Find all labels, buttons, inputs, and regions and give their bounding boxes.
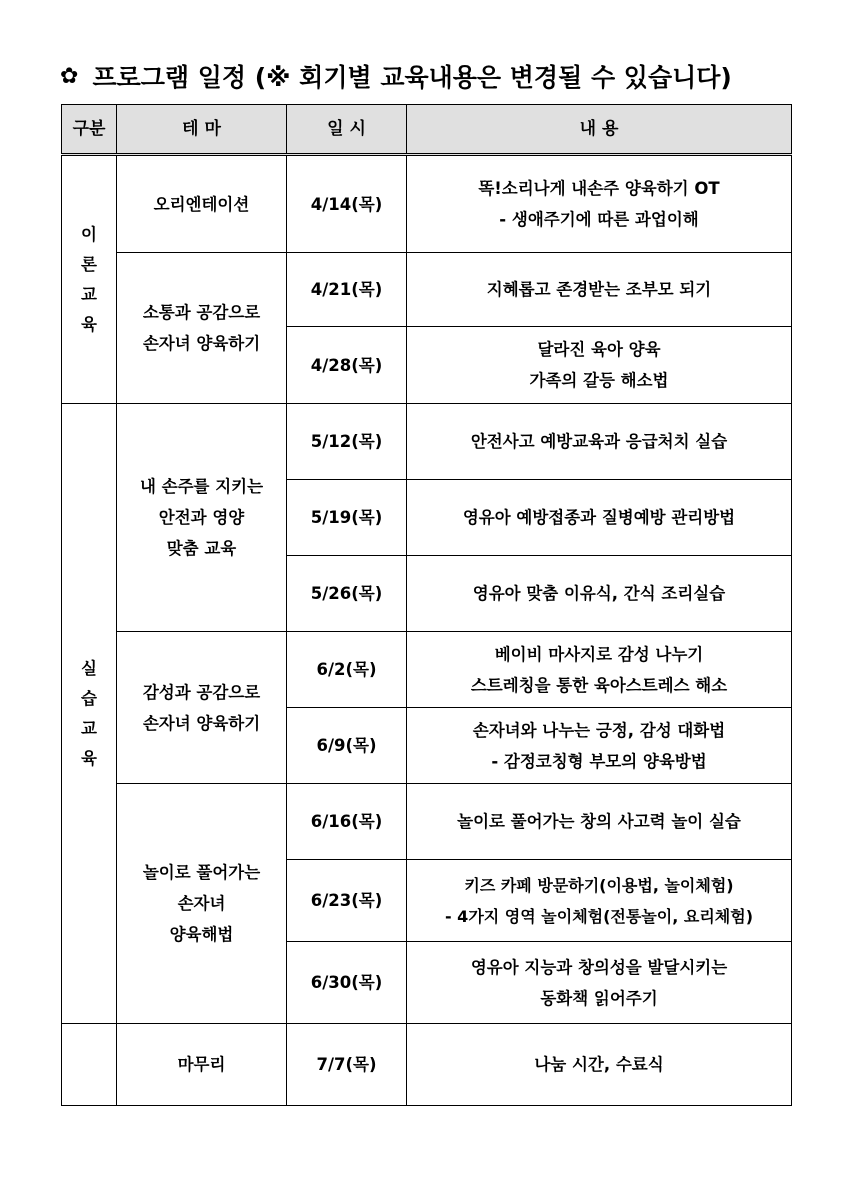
flower-icon: ✿ — [60, 63, 79, 89]
session-content: 똑!소리나게 내손주 양육하기 OT - 생애주기에 따른 과업이해 — [407, 155, 792, 253]
table-row — [62, 253, 792, 327]
session-date: 6/9(목) — [287, 708, 407, 784]
session-date: 6/2(목) — [287, 632, 407, 708]
table-header-row — [62, 105, 792, 155]
group-practice: 실 습 교 육 — [62, 404, 117, 1024]
session-date: 4/14(목) — [287, 155, 407, 253]
session-content: 손자녀와 나누는 긍정, 감성 대화법 - 감정코칭형 부모의 양육방법 — [407, 708, 792, 784]
group-empty — [62, 1024, 117, 1106]
group-theory: 이 론 교 육 — [62, 155, 117, 404]
theme-orientation: 오리엔테이션 — [117, 155, 287, 253]
header-date: 일 시 — [287, 105, 407, 155]
session-content: 영유아 지능과 창의성을 발달시키는 동화책 읽어주기 — [407, 942, 792, 1024]
theme-closing: 마무리 — [117, 1024, 287, 1106]
theme-communication: 소통과 공감으로 손자녀 양육하기 — [117, 253, 287, 404]
session-content: 달라진 육아 양육 가족의 갈등 해소법 — [407, 327, 792, 404]
session-date: 4/21(목) — [287, 253, 407, 327]
session-content: 놀이로 풀어가는 창의 사고력 놀이 실습 — [407, 784, 792, 860]
table-row — [62, 784, 792, 860]
session-content: 키즈 카페 방문하기(이용법, 놀이체험) - 4가지 영역 놀이체험(전통놀이, 요리체험) — [407, 860, 792, 942]
table-row — [62, 404, 792, 480]
table-row — [62, 1024, 792, 1106]
session-content: 베이비 마사지로 감성 나누기 스트레칭을 통한 육아스트레스 해소 — [407, 632, 792, 708]
page-title — [60, 54, 800, 98]
session-date: 7/7(목) — [287, 1024, 407, 1106]
table-row — [62, 155, 792, 253]
session-date: 4/28(목) — [287, 327, 407, 404]
session-content: 나눔 시간, 수료식 — [407, 1024, 792, 1106]
title-text: 프로그램 일정 (※ 회기별 교육내용은 변경될 수 있습니다) — [92, 63, 732, 92]
header-category: 구분 — [62, 105, 117, 155]
session-date: 5/26(목) — [287, 556, 407, 632]
session-date: 6/23(목) — [287, 860, 407, 942]
table-row — [62, 632, 792, 708]
header-theme: 테 마 — [117, 105, 287, 155]
session-date: 5/12(목) — [287, 404, 407, 480]
schedule-table — [61, 104, 792, 1106]
session-content: 지혜롭고 존경받는 조부모 되기 — [407, 253, 792, 327]
session-content: 영유아 맞춤 이유식, 간식 조리실습 — [407, 556, 792, 632]
session-date: 5/19(목) — [287, 480, 407, 556]
theme-safety: 내 손주를 지키는 안전과 영양 맞춤 교육 — [117, 404, 287, 632]
session-content: 안전사고 예방교육과 응급처치 실습 — [407, 404, 792, 480]
session-date: 6/16(목) — [287, 784, 407, 860]
header-content: 내 용 — [407, 105, 792, 155]
session-date: 6/30(목) — [287, 942, 407, 1024]
theme-emotion: 감성과 공감으로 손자녀 양육하기 — [117, 632, 287, 784]
theme-play: 놀이로 풀어가는 손자녀 양육해법 — [117, 784, 287, 1024]
session-content: 영유아 예방접종과 질병예방 관리방법 — [407, 480, 792, 556]
